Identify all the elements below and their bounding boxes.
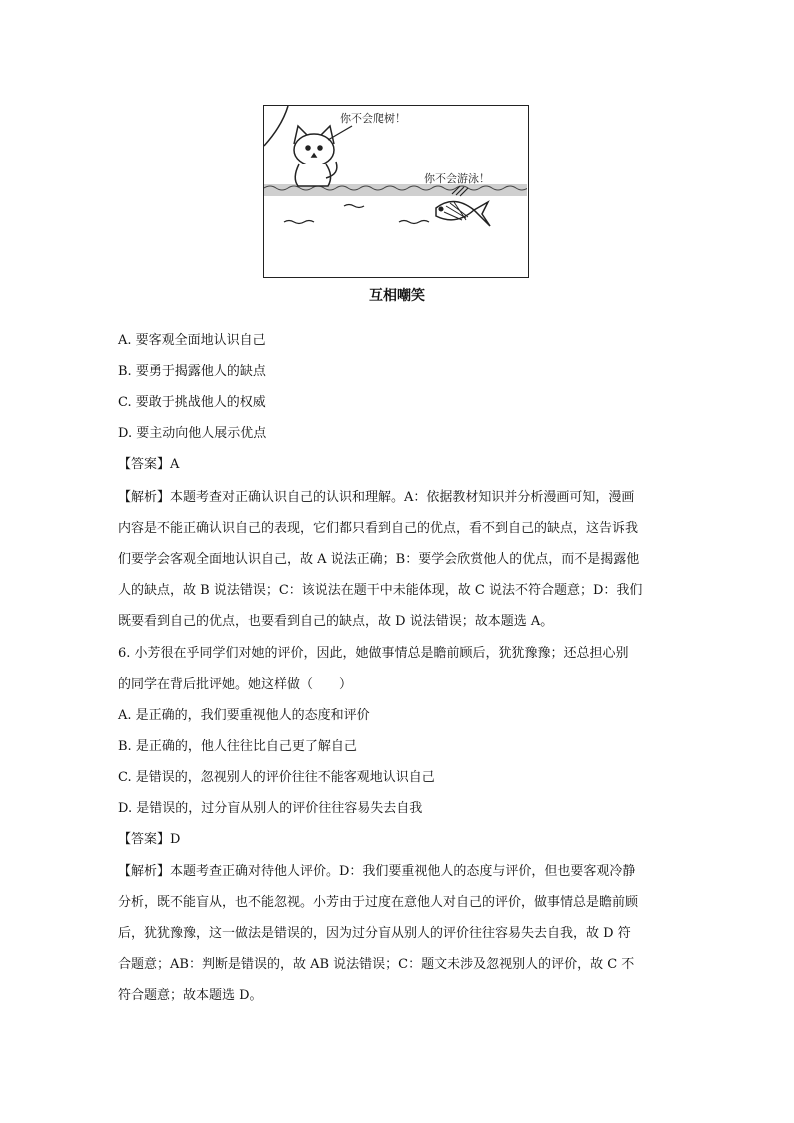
q6-option-d: D. 是错误的，过分盲从别人的评价往往容易失去自我 — [118, 801, 423, 816]
q6-answer: 【答案】D — [118, 832, 181, 847]
q6-analysis-line: 符合题意；故本题选 D。 — [118, 988, 263, 1003]
q5-option-c: C. 要敢于挑战他人的权威 — [118, 395, 266, 410]
corner-arc — [264, 106, 288, 146]
q6-option-c: C. 是错误的，忽视别人的评价往往不能客观地认识自己 — [118, 770, 435, 785]
q6-analysis-line: 【解析】本题考查正确对待他人评价。D：我们要重视他人的态度与评价，但也要客观冷静 — [118, 864, 636, 879]
fish-speech-text: 你不会游泳！ — [424, 172, 490, 185]
q6-option-b: B. 是正确的，他人往往比自己更了解自己 — [118, 739, 357, 754]
q6-analysis-line: 分析，既不能盲从，也不能忽视。小芳由于过度在意他人对自己的评价，做事情总是瞻前顾 — [118, 895, 639, 910]
q6-analysis-line: 合题意；AB：判断是错误的，故 AB 说法错误；C：题文未涉及忽视别人的评价，故 C 不 — [118, 957, 635, 972]
fish-drawing — [436, 201, 490, 226]
cartoon-figure — [263, 105, 529, 278]
cat-speech-text: 你不会爬树！ — [340, 112, 406, 125]
q5-analysis-line: 人的缺点，故 B 说法错误；C：该说法在题干中未能体现，故 C 说法不符合题意；D：我们 — [118, 583, 643, 598]
figure-caption: 互相嘲笑 — [369, 288, 425, 304]
q5-analysis-line: 内容是不能正确认识自己的表现，它们都只看到自己的优点，看不到自己的缺点，这告诉我 — [118, 521, 639, 536]
cat-drawing — [294, 126, 337, 186]
q5-analysis-line: 们要学会客观全面地认识自己，故 A 说法正确；B：要学会欣赏他人的优点，而不是揭露他 — [118, 552, 640, 567]
q6-option-a: A. 是正确的，我们要重视他人的态度和评价 — [118, 708, 370, 723]
q5-option-a: A. 要客观全面地认识自己 — [118, 333, 266, 348]
q6-stem-line: 的同学在背后批评她。她这样做（ ） — [118, 677, 353, 692]
q5-analysis-line: 【解析】本题考查对正确认识自己的认识和理解。A：依据教材知识并分析漫画可知，漫画 — [118, 490, 635, 505]
q5-analysis-line: 既要看到自己的优点，也要看到自己的缺点，故 D 说法错误；故本题选 A。 — [118, 614, 554, 629]
q6-analysis-line: 后，犹犹豫豫，这一做法是错误的，因为过分盲从别人的评价往往容易失去自我，故 D 符 — [118, 926, 631, 941]
q6-stem-line: 6. 小芳很在乎同学们对她的评价，因此，她做事情总是瞻前顾后，犹犹豫豫；还总担心别 — [118, 646, 629, 661]
q5-option-b: B. 要勇于揭露他人的缺点 — [118, 364, 266, 379]
q5-option-d: D. 要主动向他人展示优点 — [118, 426, 267, 441]
q5-answer: 【答案】A — [118, 457, 180, 472]
